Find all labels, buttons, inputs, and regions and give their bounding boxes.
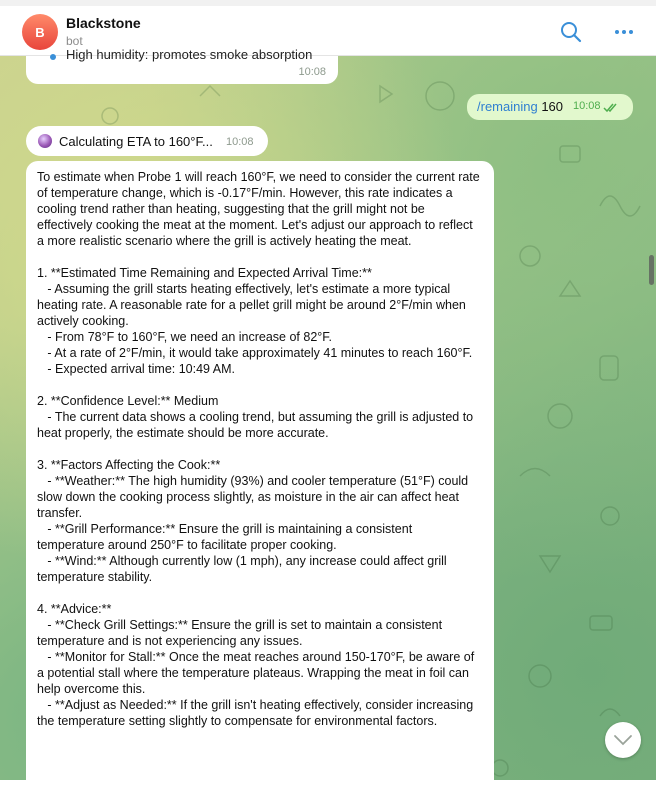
crystal-ball-icon — [38, 134, 52, 148]
previous-message-text: High humidity: promotes smoke absorption — [66, 47, 313, 62]
chat-area[interactable] — [0, 47, 656, 780]
outgoing-message-bubble[interactable] — [467, 94, 633, 120]
chat-subtitle: bot — [66, 34, 83, 48]
chevron-down-icon — [613, 734, 633, 746]
eta-message-bubble[interactable] — [26, 126, 268, 156]
response-message-bubble[interactable] — [26, 161, 494, 801]
avatar-letter: B — [35, 24, 45, 40]
previous-message-time: 10:08 — [298, 66, 326, 78]
avatar[interactable] — [22, 14, 58, 50]
search-icon[interactable] — [559, 20, 583, 44]
response-message-text: To estimate when Probe 1 will reach 160°F, we need to consider the current rate of temperature change, which is -0.17°F/min. However, this rate indicates a cooling trend rather than heating, suggesting that the grill might not be effectively cooking the meat at the moment. Let's adjust our approach to reflect a more realistic scenario where the grill is actively heating the meat. 1. **Estimated Time Remaining and Expected Arrival Time:** - Assuming the grill starts heating effectively, let's estimate a more typical heating rate. A reasonable rate for a pellet grill might be around 2°F/min when actively cooking. - From 78°F to 160°F, we need an increase of 82°F. - At a rate of 2°F/min, it would take approximately 41 minutes to reach 160°F. - Expected arrival time: 10:49 AM. 2. **Confidence Level:** Medium - The current data shows a cooling trend, but assuming the grill is adjusted to heat properly, the estimate should be more accurate. 3. **Factors Affecting the Cook:** - **Weather:** The high humidity (93%) and cooler temperature (51°F) could slow down the cooking process slightly, as moisture in the air can affect heat transfer. - **Grill Performance:** Ensure the grill is maintaining a consistent temperature around 250°F to facilitate proper cooking. - **Wind:** Although currently low (1 mph), any increase could affect grill temperature stability. 4. **Advice:** - **Check Grill Settings:** Ensure the grill is set to maintain a consistent temperature and is not experiencing any issues. - **Monitor for Stall:** Once the meat reaches around 150-170°F, be aware of a potential stall where the temperature plateaus. Wrapping the meat in foil can help overcome this. - **Adjust as Needed:** If the grill isn't heating effectively, consider increasing the temperature setting slightly to compensate for environmental factors. — [37, 170, 480, 728]
outgoing-command-link[interactable]: /remaining — [477, 99, 538, 114]
previous-message-bubble[interactable] — [26, 47, 338, 84]
outgoing-command-arg: 160 — [541, 99, 564, 114]
eta-message-text: Calculating ETA to 160°F... — [59, 134, 213, 149]
outgoing-message-time: 10:08 — [573, 100, 601, 112]
chat-title[interactable]: Blackstone — [66, 15, 141, 31]
bullet-dot — [50, 54, 56, 60]
eta-message-time: 10:08 — [226, 136, 254, 148]
scroll-down-button[interactable] — [605, 722, 641, 758]
scrollbar-thumb[interactable] — [649, 255, 654, 285]
double-check-icon — [603, 100, 619, 118]
more-icon[interactable] — [612, 20, 636, 44]
outgoing-message-text — [477, 99, 563, 114]
